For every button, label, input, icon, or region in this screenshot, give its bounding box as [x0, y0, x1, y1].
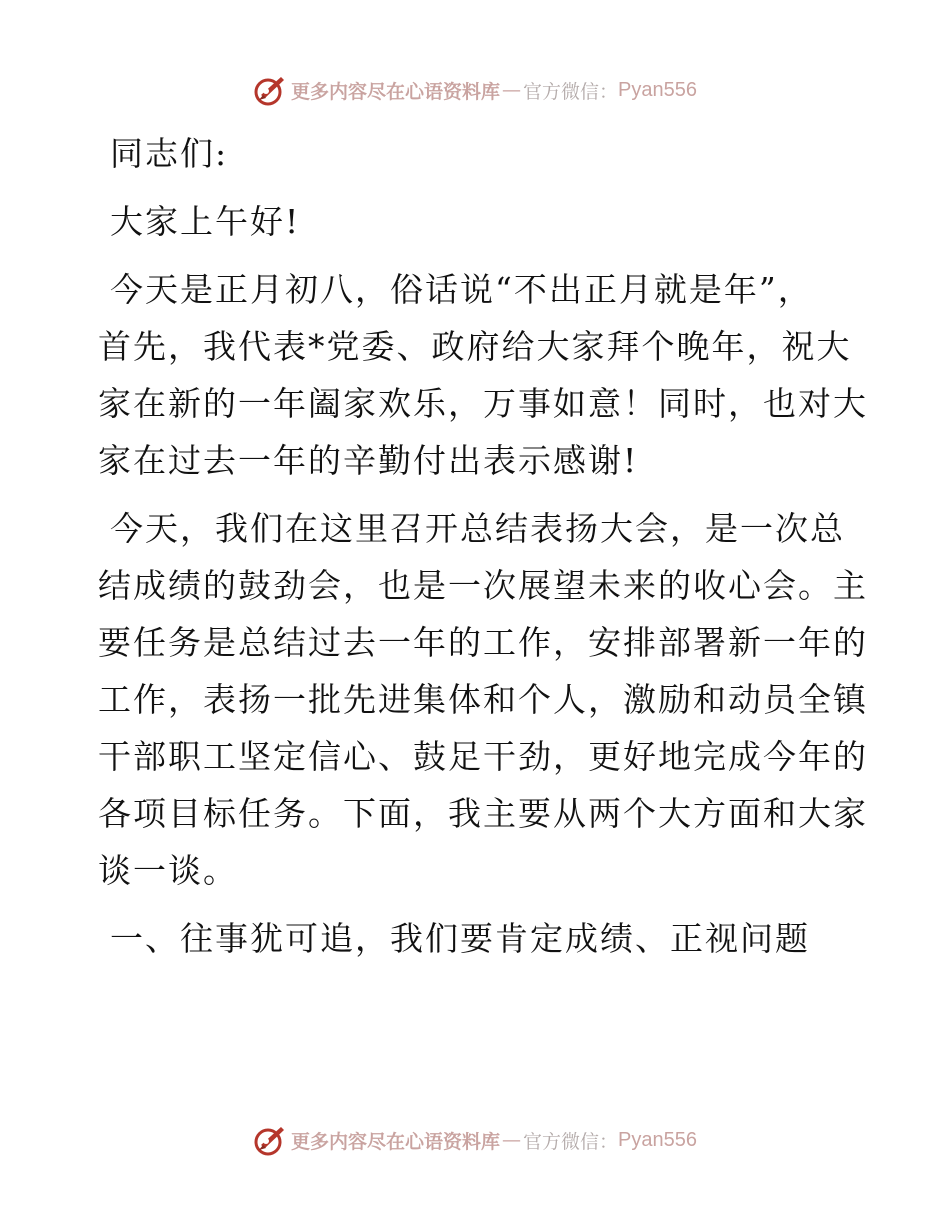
- text-line: 干部职工坚定信心、鼓足干劲，更好地完成今年的: [98, 737, 868, 776]
- quill-logo-icon: [253, 1123, 287, 1157]
- watermark-separator: —: [502, 1129, 522, 1151]
- watermark-id: Pyan556: [618, 78, 697, 101]
- document-body: [98, 125, 868, 978]
- footer-watermark: [0, 1122, 950, 1158]
- watermark-id: Pyan556: [618, 1128, 697, 1151]
- watermark-brand: 官方微信：: [523, 80, 619, 103]
- text-line: 家在过去一年的辛勤付出表示感谢!: [98, 441, 639, 480]
- text-line: 同志们:: [110, 134, 229, 173]
- header-watermark: [0, 72, 950, 108]
- purpose-paragraph: [98, 500, 868, 899]
- text-line: 一、往事犹可追，我们要肯定成绩、正视问题: [110, 919, 810, 958]
- watermark-brand: 官方微信：: [523, 1130, 619, 1153]
- salutation-paragraph: [98, 125, 850, 182]
- text-line: 家在新的一年阖家欢乐，万事如意！同时，也对大: [98, 384, 868, 423]
- text-line: 今天是正月初八，俗话说“不出正月就是年”，: [110, 270, 813, 309]
- text-line: 结成绩的鼓劲会，也是一次展望未来的收心会。主: [98, 566, 868, 605]
- text-line: 工作，表扬一批先进集体和个人，激励和动员全镇: [98, 680, 868, 719]
- quill-logo-icon: [253, 73, 287, 107]
- text-line: 要任务是总结过去一年的工作，安排部署新一年的: [98, 623, 868, 662]
- greeting-paragraph: [98, 193, 850, 250]
- text-line: 大家上午好!: [110, 202, 301, 241]
- text-line: 首先，我代表*党委、政府给大家拜个晚年，祝大: [98, 327, 852, 366]
- text-line: 今天，我们在这里召开总结表扬大会，是一次总: [110, 509, 845, 548]
- text-line: 各项目标任务。下面，我主要从两个大方面和大家: [98, 794, 868, 833]
- watermark-separator: —: [502, 79, 522, 101]
- watermark-main-text: 更多内容尽在心语资料库: [291, 80, 501, 103]
- text-line: 谈一谈。: [98, 851, 238, 890]
- watermark-main-text: 更多内容尽在心语资料库: [291, 1130, 501, 1153]
- section-heading: [98, 910, 850, 967]
- opening-paragraph: [98, 261, 868, 489]
